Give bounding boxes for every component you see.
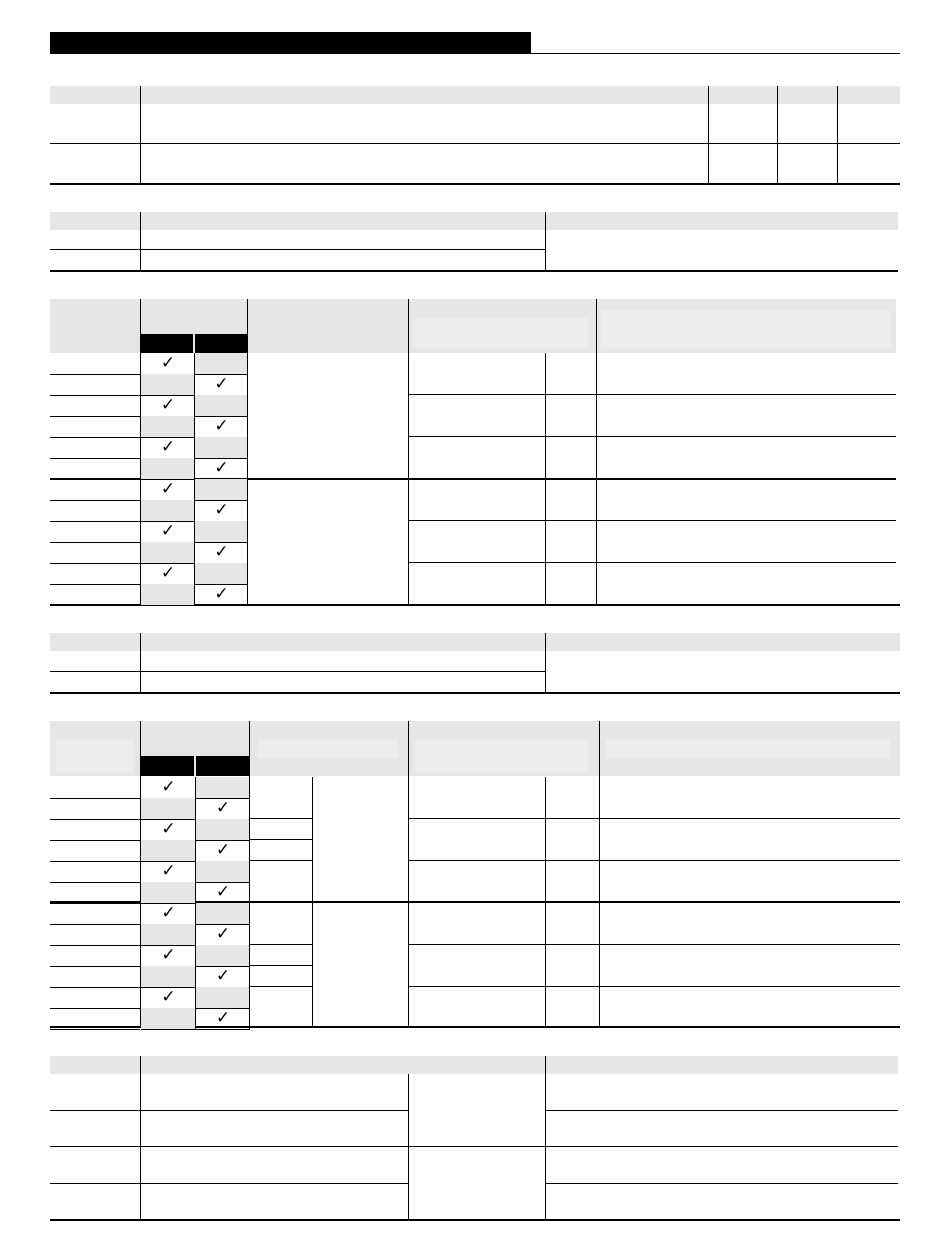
- table-4-row-line: [50, 671, 545, 672]
- table-5-header-cell: [258, 740, 398, 758]
- table-5-col1-cell: [141, 924, 196, 946]
- table-3-group-line: [408, 562, 896, 563]
- table-5-group-line: [408, 986, 900, 987]
- table-3-col2-cell: [195, 479, 248, 501]
- table-3-row-line: [50, 374, 140, 375]
- table-3-col1-cell: [141, 458, 195, 480]
- table-3-row-line: [50, 605, 140, 606]
- checkmark-icon: ✓: [160, 353, 176, 373]
- checkmark-icon: ✓: [214, 416, 229, 436]
- table-5-col2-cell: [196, 987, 250, 1009]
- table-3-col2-cell: [195, 521, 248, 543]
- table-3-group-line: [408, 520, 896, 521]
- table-6-row-line: [545, 1110, 898, 1111]
- table-3-col1-cell: [141, 374, 195, 396]
- table-5-col2-cell: [196, 903, 250, 925]
- table-1-col-divider: [140, 86, 141, 183]
- checkmark-icon: ✓: [160, 479, 176, 499]
- table-5-row-line: [50, 882, 140, 883]
- table-2-col-divider: [545, 212, 546, 270]
- table-5-col2-cell: [196, 819, 250, 841]
- table-5-sub-line: [249, 860, 312, 861]
- table-3-col-divider: [408, 299, 409, 605]
- table-3-row-line: [50, 563, 140, 564]
- header-rule: [50, 53, 900, 54]
- table-5-col1-header: [141, 756, 194, 776]
- table-5-col2-cell: [196, 861, 250, 883]
- table-4-header: [50, 633, 900, 651]
- checkmark-icon: ✓: [214, 458, 229, 478]
- table-1-col-divider: [837, 86, 838, 183]
- table-2-col-divider: [140, 212, 141, 270]
- table-5-row-line: [50, 1029, 140, 1030]
- table-3-group-line: [408, 394, 896, 395]
- table-5-sub-line: [249, 944, 312, 945]
- table-5-row-line: [50, 1008, 140, 1009]
- checkmark-icon: ✓: [214, 584, 229, 604]
- table-3-row-line: [50, 437, 140, 438]
- checkmark-icon: ✓: [161, 777, 176, 797]
- table-5-group-line: [408, 818, 900, 819]
- checkmark-icon: ✓: [161, 861, 176, 881]
- table-6-col-divider: [140, 1056, 141, 1219]
- table-5-row-line: [50, 924, 140, 925]
- table-5-group-line: [408, 944, 900, 945]
- table-3-row-line: [50, 584, 140, 585]
- table-5-row-line: [50, 903, 140, 904]
- table-3-header-cell: [413, 318, 588, 348]
- checkmark-icon: ✓: [160, 521, 176, 541]
- table-4-bottom-rule: [50, 692, 900, 694]
- table-1-col-divider: [708, 86, 709, 183]
- checkmark-icon: ✓: [161, 819, 176, 839]
- table-6-col-divider: [545, 1056, 546, 1219]
- table-6-header: [50, 1056, 898, 1074]
- checkmark-icon: ✓: [214, 500, 229, 520]
- checkmark-icon: ✓: [161, 945, 176, 965]
- table-5-header-cell: [414, 740, 588, 772]
- table-5-row-line: [50, 987, 140, 988]
- table-3-row-line: [50, 416, 140, 417]
- table-3-row-line: [50, 521, 140, 522]
- table-5-col2-header: [196, 756, 249, 776]
- table-3-group-line: [408, 436, 896, 437]
- checkmark-icon: ✓: [215, 840, 231, 860]
- table-5-col1-cell: [141, 882, 196, 904]
- table-1-header: [50, 86, 900, 104]
- table-1-col-divider: [777, 86, 778, 183]
- table-1-bottom-rule: [50, 183, 900, 185]
- table-5-col1-cell: [141, 798, 196, 820]
- table-5-sub-line: [249, 839, 312, 840]
- table-3-row-line: [50, 500, 140, 501]
- table-5-row-line: [50, 819, 140, 820]
- checkmark-icon: ✓: [160, 563, 176, 583]
- table-5-row-line: [50, 861, 140, 862]
- table-3-col2-cell: [195, 353, 248, 375]
- table-3-col2-cell: [195, 563, 248, 585]
- page-title-bar: [50, 32, 531, 54]
- table-3-row-line: [50, 479, 140, 480]
- table-3-col1-header: [141, 334, 193, 353]
- table-5-row-line: [50, 945, 140, 946]
- table-3-col-divider: [596, 299, 597, 605]
- table-5-col-divider: [599, 721, 600, 1027]
- checkmark-icon: ✓: [214, 374, 229, 394]
- table-2-row-line: [50, 249, 545, 250]
- table-5-header-cell: [56, 740, 134, 772]
- table-5-col2-cell: [196, 777, 250, 799]
- table-3-col2-cell: [195, 437, 248, 459]
- table-3-row-line: [50, 542, 140, 543]
- table-3-col2-header: [195, 334, 247, 353]
- checkmark-icon: ✓: [160, 395, 176, 415]
- table-5-sub-line: [249, 818, 312, 819]
- checkmark-icon: ✓: [161, 903, 176, 923]
- table-3-col1-cell: [141, 584, 195, 606]
- table-3-row-line: [50, 395, 140, 396]
- table-2-header: [50, 212, 898, 230]
- table-6-row-line: [50, 1183, 408, 1184]
- checkmark-icon: ✓: [161, 987, 176, 1007]
- table-3-col1-cell: [141, 542, 195, 564]
- table-5-group-line: [408, 860, 900, 861]
- checkmark-icon: ✓: [215, 798, 231, 818]
- checkmark-icon: ✓: [215, 924, 231, 944]
- table-1-row-line: [50, 143, 900, 144]
- table-5-header-cell: [606, 740, 890, 758]
- table-4-col-divider: [545, 633, 546, 692]
- checkmark-icon: ✓: [215, 1008, 231, 1028]
- table-5-row-line: [50, 798, 140, 799]
- table-6-row-line: [545, 1183, 898, 1184]
- table-5-row-line: [50, 966, 140, 967]
- checkmark-icon: ✓: [214, 542, 229, 562]
- checkmark-icon: ✓: [160, 437, 176, 457]
- table-3-col2-cell: [195, 395, 248, 417]
- table-6-row-line: [50, 1110, 408, 1111]
- table-4-col-divider: [140, 633, 141, 692]
- table-6-bottom-rule: [50, 1219, 900, 1221]
- table-5-col1-cell: [141, 966, 196, 988]
- table-5-sub-line: [249, 986, 312, 987]
- table-5-col-divider: [408, 721, 409, 1027]
- table-5-col1-cell: [141, 1008, 196, 1030]
- table-2-bottom-rule: [50, 270, 898, 272]
- table-3-header-cell: [601, 310, 891, 348]
- checkmark-icon: ✓: [215, 882, 231, 902]
- checkmark-icon: ✓: [215, 966, 231, 986]
- table-6-row-line: [50, 1146, 898, 1147]
- table-5-row-line: [50, 840, 140, 841]
- table-3-row-line: [50, 458, 140, 459]
- table-3-col1-cell: [141, 416, 195, 438]
- table-5-col1-cell: [141, 840, 196, 862]
- table-5-sub-line: [249, 965, 312, 966]
- table-5-col2-cell: [196, 945, 250, 967]
- table-3-col1-cell: [141, 500, 195, 522]
